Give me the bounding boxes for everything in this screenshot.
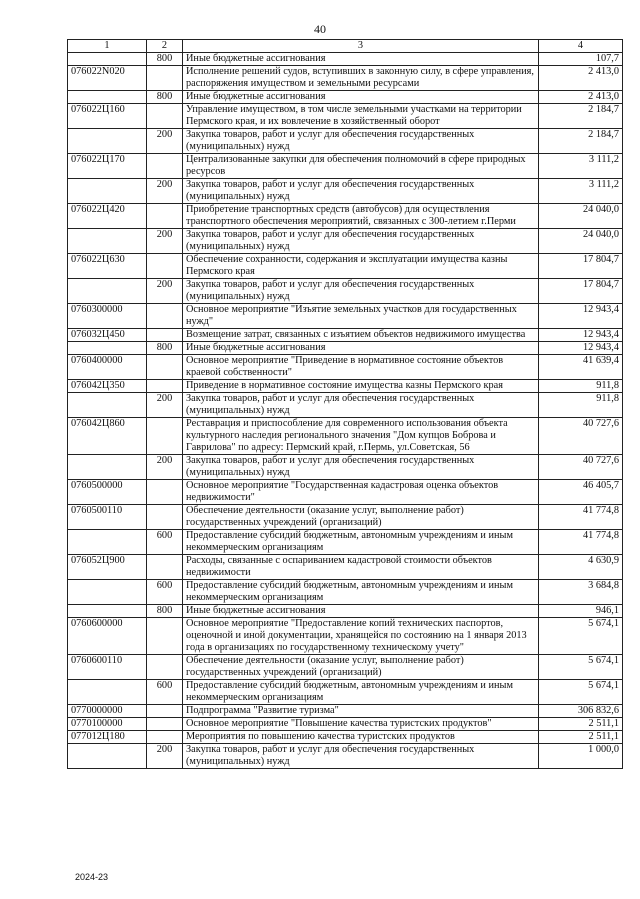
- header-col-2: 2: [147, 40, 183, 53]
- expense-type-cell: [147, 480, 183, 505]
- expense-type-cell: 200: [147, 744, 183, 769]
- table-row: [68, 393, 623, 418]
- item-name-cell: Реставрация и приспособление для современного использования объекта культурного наследия регионального значения "Дом купцов Боброва и Гаврилова" по адресу: Пермский край, г.Пермь, ул.Советская, 56: [183, 418, 539, 455]
- expense-type-cell: 200: [147, 279, 183, 304]
- expense-type-cell: [147, 380, 183, 393]
- code-cell: 076022Ц170: [68, 154, 147, 179]
- code-cell: 0760500000: [68, 480, 147, 505]
- expense-type-cell: 800: [147, 53, 183, 66]
- budget-table: [67, 39, 623, 769]
- table-row: [68, 505, 623, 530]
- amount-cell: 41 774,8: [539, 530, 623, 555]
- code-cell: 0760300000: [68, 304, 147, 329]
- table-row: [68, 744, 623, 769]
- header-col-4: 4: [539, 40, 623, 53]
- code-cell: 0760600000: [68, 618, 147, 655]
- item-name-cell: Обеспечение деятельности (оказание услуг, выполнение работ) государственных учреждений (организаций): [183, 655, 539, 680]
- table-row: [68, 104, 623, 129]
- expense-type-cell: [147, 254, 183, 279]
- item-name-cell: Приобретение транспортных средств (автобусов) для осуществления транспортного обеспечения мероприятий, связанных с 300-летием г.Перми: [183, 204, 539, 229]
- expense-type-cell: [147, 718, 183, 731]
- table-row: [68, 355, 623, 380]
- table-row: [68, 154, 623, 179]
- item-name-cell: Иные бюджетные ассигнования: [183, 605, 539, 618]
- amount-cell: 3 111,2: [539, 179, 623, 204]
- expense-type-cell: [147, 154, 183, 179]
- expense-type-cell: 600: [147, 530, 183, 555]
- item-name-cell: Основное мероприятие "Приведение в нормативное состояние объектов краевой собственности": [183, 355, 539, 380]
- item-name-cell: Мероприятия по повышению качества туристских продуктов: [183, 731, 539, 744]
- table-row: [68, 680, 623, 705]
- table-row: [68, 380, 623, 393]
- amount-cell: 2 184,7: [539, 104, 623, 129]
- amount-cell: 2 184,7: [539, 129, 623, 154]
- table-row: [68, 204, 623, 229]
- expense-type-cell: [147, 555, 183, 580]
- table-row: [68, 455, 623, 480]
- expense-type-cell: [147, 618, 183, 655]
- code-cell: 077012Ц180: [68, 731, 147, 744]
- code-cell: 0760500110: [68, 505, 147, 530]
- amount-cell: 17 804,7: [539, 254, 623, 279]
- item-name-cell: Закупка товаров, работ и услуг для обеспечения государственных (муниципальных) нужд: [183, 744, 539, 769]
- item-name-cell: Обеспечение деятельности (оказание услуг, выполнение работ) государственных учреждений (организаций): [183, 505, 539, 530]
- item-name-cell: Основное мероприятие "Изъятие земельных участков для государственных нужд": [183, 304, 539, 329]
- table-row: [68, 718, 623, 731]
- code-cell: [68, 393, 147, 418]
- code-cell: [68, 455, 147, 480]
- amount-cell: 2 511,1: [539, 731, 623, 744]
- expense-type-cell: 800: [147, 605, 183, 618]
- expense-type-cell: 200: [147, 179, 183, 204]
- amount-cell: 24 040,0: [539, 229, 623, 254]
- amount-cell: 17 804,7: [539, 279, 623, 304]
- code-cell: [68, 530, 147, 555]
- item-name-cell: Возмещение затрат, связанных с изъятием объектов недвижимого имущества: [183, 329, 539, 342]
- code-cell: 076022Ц630: [68, 254, 147, 279]
- amount-cell: 5 674,1: [539, 680, 623, 705]
- table-row: [68, 530, 623, 555]
- page-number: 40: [314, 22, 326, 36]
- code-cell: [68, 53, 147, 66]
- expense-type-cell: 800: [147, 342, 183, 355]
- item-name-cell: Основное мероприятие "Государственная кадастровая оценка объектов недвижимости": [183, 480, 539, 505]
- table-row: [68, 480, 623, 505]
- amount-cell: 40 727,6: [539, 418, 623, 455]
- amount-cell: 41 774,8: [539, 505, 623, 530]
- expense-type-cell: 200: [147, 129, 183, 154]
- item-name-cell: Приведение в нормативное состояние имущества казны Пермского края: [183, 380, 539, 393]
- item-name-cell: Обеспечение сохранности, содержания и эксплуатации имущества казны Пермского края: [183, 254, 539, 279]
- amount-cell: 5 674,1: [539, 655, 623, 680]
- expense-type-cell: [147, 355, 183, 380]
- code-cell: [68, 91, 147, 104]
- amount-cell: 1 000,0: [539, 744, 623, 769]
- amount-cell: 24 040,0: [539, 204, 623, 229]
- table-row: [68, 580, 623, 605]
- table-header-row: [68, 40, 623, 53]
- amount-cell: 41 639,4: [539, 355, 623, 380]
- code-cell: 0760400000: [68, 355, 147, 380]
- item-name-cell: Иные бюджетные ассигнования: [183, 91, 539, 104]
- item-name-cell: Закупка товаров, работ и услуг для обеспечения государственных (муниципальных) нужд: [183, 279, 539, 304]
- expense-type-cell: [147, 731, 183, 744]
- code-cell: 076022N020: [68, 66, 147, 91]
- code-cell: [68, 744, 147, 769]
- code-cell: [68, 279, 147, 304]
- expense-type-cell: 600: [147, 680, 183, 705]
- table-row: [68, 66, 623, 91]
- item-name-cell: Иные бюджетные ассигнования: [183, 53, 539, 66]
- table-row: [68, 655, 623, 680]
- table-row: [68, 129, 623, 154]
- item-name-cell: Предоставление субсидий бюджетным, автономным учреждениям и иным некоммерческим организациям: [183, 530, 539, 555]
- code-cell: 076052Ц900: [68, 555, 147, 580]
- expense-type-cell: 200: [147, 455, 183, 480]
- table-row: [68, 731, 623, 744]
- code-cell: 076042Ц350: [68, 380, 147, 393]
- amount-cell: 46 405,7: [539, 480, 623, 505]
- item-name-cell: Закупка товаров, работ и услуг для обеспечения государственных (муниципальных) нужд: [183, 229, 539, 254]
- table-row: [68, 342, 623, 355]
- table-row: [68, 418, 623, 455]
- expense-type-cell: 800: [147, 91, 183, 104]
- table-row: [68, 229, 623, 254]
- expense-type-cell: [147, 329, 183, 342]
- expense-type-cell: [147, 705, 183, 718]
- code-cell: [68, 342, 147, 355]
- item-name-cell: Управление имуществом, в том числе земельными участками на территории Пермского края, и их вовлечение в хозяйственный оборот: [183, 104, 539, 129]
- table-header: [68, 40, 623, 53]
- table-row: [68, 329, 623, 342]
- footer-code: 2024-23: [75, 872, 109, 882]
- item-name-cell: Закупка товаров, работ и услуг для обеспечения государственных (муниципальных) нужд: [183, 179, 539, 204]
- code-cell: [68, 580, 147, 605]
- table-row: [68, 254, 623, 279]
- expense-type-cell: [147, 418, 183, 455]
- code-cell: 0770100000: [68, 718, 147, 731]
- table-row: [68, 555, 623, 580]
- code-cell: 0770000000: [68, 705, 147, 718]
- amount-cell: 4 630,9: [539, 555, 623, 580]
- code-cell: 076022Ц160: [68, 104, 147, 129]
- code-cell: 0760600110: [68, 655, 147, 680]
- code-cell: 076032Ц450: [68, 329, 147, 342]
- amount-cell: 107,7: [539, 53, 623, 66]
- code-cell: 076022Ц420: [68, 204, 147, 229]
- amount-cell: 3 111,2: [539, 154, 623, 179]
- item-name-cell: Предоставление субсидий бюджетным, автономным учреждениям и иным некоммерческим организациям: [183, 680, 539, 705]
- expense-type-cell: [147, 655, 183, 680]
- expense-type-cell: [147, 104, 183, 129]
- code-cell: [68, 129, 147, 154]
- expense-type-cell: [147, 204, 183, 229]
- expense-type-cell: [147, 304, 183, 329]
- item-name-cell: Иные бюджетные ассигнования: [183, 342, 539, 355]
- expense-type-cell: [147, 505, 183, 530]
- amount-cell: 2 413,0: [539, 66, 623, 91]
- code-cell: [68, 605, 147, 618]
- item-name-cell: Предоставление субсидий бюджетным, автономным учреждениям и иным некоммерческим организациям: [183, 580, 539, 605]
- item-name-cell: Закупка товаров, работ и услуг для обеспечения государственных (муниципальных) нужд: [183, 455, 539, 480]
- item-name-cell: Закупка товаров, работ и услуг для обеспечения государственных (муниципальных) нужд: [183, 393, 539, 418]
- amount-cell: 3 684,8: [539, 580, 623, 605]
- amount-cell: 12 943,4: [539, 304, 623, 329]
- table-row: [68, 618, 623, 655]
- item-name-cell: Закупка товаров, работ и услуг для обеспечения государственных (муниципальных) нужд: [183, 129, 539, 154]
- item-name-cell: Исполнение решений судов, вступивших в законную силу, в сфере управления, распоряжения имуществом и земельными ресурсами: [183, 66, 539, 91]
- expense-type-cell: 200: [147, 393, 183, 418]
- table-row: [68, 279, 623, 304]
- header-col-3: 3: [183, 40, 539, 53]
- table-row: [68, 91, 623, 104]
- item-name-cell: Основное мероприятие "Повышение качества туристских продуктов": [183, 718, 539, 731]
- code-cell: 076042Ц860: [68, 418, 147, 455]
- table-row: [68, 705, 623, 718]
- table-row: [68, 179, 623, 204]
- code-cell: [68, 680, 147, 705]
- table-row: [68, 53, 623, 66]
- amount-cell: 2 413,0: [539, 91, 623, 104]
- amount-cell: 12 943,4: [539, 342, 623, 355]
- table-body: [68, 53, 623, 769]
- amount-cell: 306 832,6: [539, 705, 623, 718]
- table-row: [68, 304, 623, 329]
- item-name-cell: Централизованные закупки для обеспечения полномочий в сфере природных ресурсов: [183, 154, 539, 179]
- header-col-1: 1: [68, 40, 147, 53]
- item-name-cell: Расходы, связанные с оспариванием кадастровой стоимости объектов недвижимости: [183, 555, 539, 580]
- amount-cell: 5 674,1: [539, 618, 623, 655]
- expense-type-cell: [147, 66, 183, 91]
- expense-type-cell: 200: [147, 229, 183, 254]
- item-name-cell: Подпрограмма "Развитие туризма": [183, 705, 539, 718]
- amount-cell: 12 943,4: [539, 329, 623, 342]
- amount-cell: 911,8: [539, 380, 623, 393]
- amount-cell: 2 511,1: [539, 718, 623, 731]
- amount-cell: 40 727,6: [539, 455, 623, 480]
- code-cell: [68, 229, 147, 254]
- expense-type-cell: 600: [147, 580, 183, 605]
- amount-cell: 946,1: [539, 605, 623, 618]
- amount-cell: 911,8: [539, 393, 623, 418]
- code-cell: [68, 179, 147, 204]
- item-name-cell: Основное мероприятие "Предоставление копий технических паспортов, оценочной и иной документации, хранящейся по состоянию на 1 января 2013 года в организациях по государственному техническому учету": [183, 618, 539, 655]
- table-row: [68, 605, 623, 618]
